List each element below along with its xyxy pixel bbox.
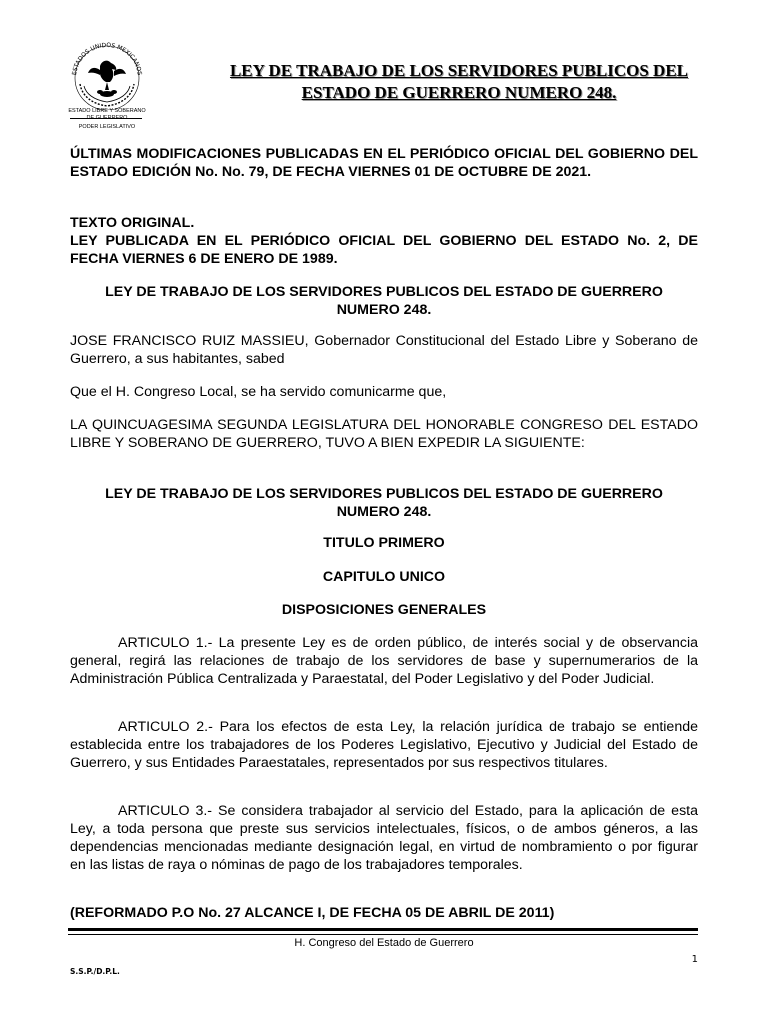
document-title-line2: ESTADO DE GUERRERO NUMERO 248. <box>301 83 617 102</box>
seal-caption-legislative: PODER LEGISLATIVO <box>78 124 136 130</box>
seal-divider <box>70 118 142 119</box>
amendment-note: (REFORMADO P.O No. 27 ALCANCE I, DE FECHA 05 DE ABRIL DE 2011) <box>70 905 555 921</box>
article-2: ARTICULO 2.- Para los efectos de esta Ley, la relación jurídica de trabajo se entiende establecida entre los trabajadores de los Poderes Legislativo, Ejecutivo y Judicial del Estado de Guerrero, y sus Entidades Paraestatales, representados por sus respectivos titulares. <box>70 719 698 771</box>
last-modifications-note: ÚLTIMAS MODIFICACIONES PUBLICADAS EN EL PERIÓDICO OFICIAL DEL GOBIERNO DEL ESTADO EDICIÓN No. No. 79, DE FECHA VIERNES 01 DE OCTUBRE DE 2021. <box>70 146 698 180</box>
document-title-line1: LEY DE TRABAJO DE LOS SERVIDORES PUBLICOS DEL <box>229 61 689 80</box>
article-3: ARTICULO 3.- Se considera trabajador al servicio del Estado, para la aplicación de esta Ley, a toda persona que preste sus servicios intelectuales, físicos, o de ambos géneros, a las dependencias mencionadas mediante designación legal, en virtud de nombramiento o por figurar en las listas de raya o nóminas de pago de los trabajadores temporales. <box>70 803 698 873</box>
congress-paragraph: Que el H. Congreso Local, se ha servido comunicarme que, <box>70 384 447 400</box>
seal-caption-guerrero: DE GUERRERO <box>86 115 128 121</box>
document-title <box>214 60 704 104</box>
seal-ring-text: ESTADOS UNIDOS MEXICANOS <box>71 41 143 76</box>
law-title-heading-2: LEY DE TRABAJO DE LOS SERVIDORES PUBLICOS DEL ESTADO DE GUERRERO NUMERO 248. <box>105 486 663 520</box>
page-number: 1 <box>691 954 698 965</box>
governor-paragraph: JOSE FRANCISCO RUIZ MASSIEU, Gobernador Constitucional del Estado Libre y Soberano de Guerrero, a sus habitantes, sabed <box>70 333 698 367</box>
publication-note: LEY PUBLICADA EN EL PERIÓDICO OFICIAL DEL GOBIERNO DEL ESTADO No. 2, DE FECHA VIERNES 6 DE ENERO DE 1989. <box>70 233 698 267</box>
legislature-paragraph: LA QUINCUAGESIMA SEGUNDA LEGISLATURA DEL HONORABLE CONGRESO DEL ESTADO LIBRE Y SOBERANO DE GUERRERO, TUVO A BIEN EXPEDIR LA SIGUIENTE: <box>70 417 698 451</box>
general-provisions-heading: DISPOSICIONES GENERALES <box>281 602 487 618</box>
footer-rule-thin <box>68 934 698 935</box>
seal-caption-state: ESTADO LIBRE Y SOBERANO <box>68 108 146 114</box>
article-1: ARTICULO 1.- La presente Ley es de orden público, de interés social y de observancia general, regirá las relaciones de trabajo de los servidores de base y supernumerarios de la Administración Pública Centralizada y Paraestatal, del Poder Legislativo y del Poder Judicial. <box>70 635 698 687</box>
law-title-heading: LEY DE TRABAJO DE LOS SERVIDORES PUBLICOS DEL ESTADO DE GUERRERO NUMERO 248. <box>105 284 663 318</box>
original-text-label: TEXTO ORIGINAL. <box>70 215 195 231</box>
title-heading: TITULO PRIMERO <box>323 535 445 551</box>
footer-congress: H. Congreso del Estado de Guerrero <box>294 937 474 949</box>
chapter-heading: CAPITULO UNICO <box>322 569 446 585</box>
footer-code: S.S.P./D.P.L. <box>70 967 120 976</box>
footer-rule-thick <box>68 928 698 931</box>
